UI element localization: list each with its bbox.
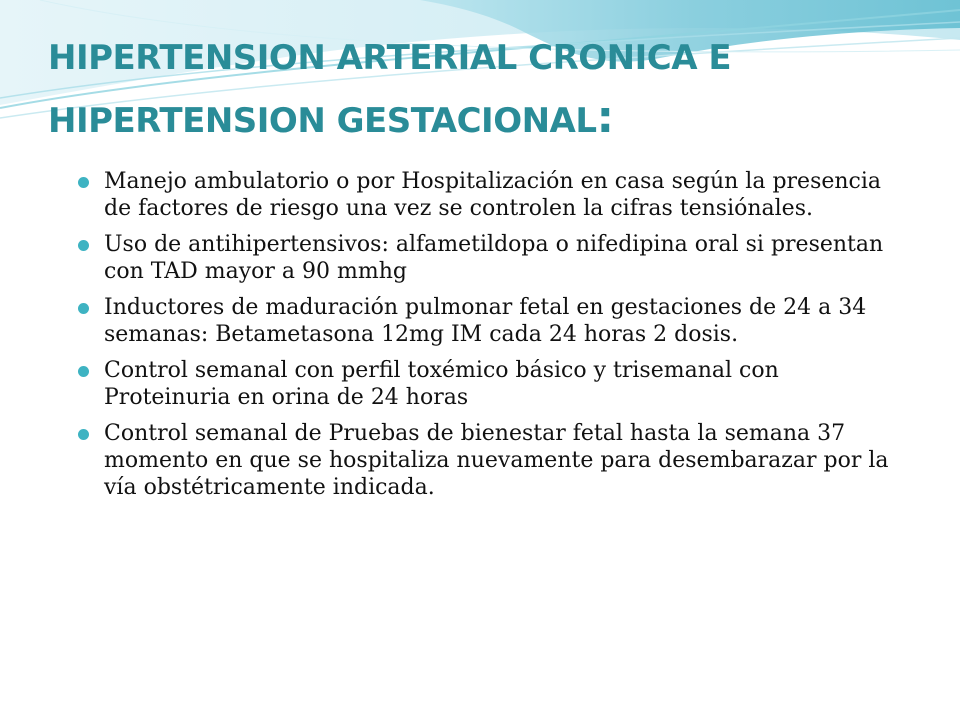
bullet-marker-icon — [78, 366, 89, 377]
bullet-text: Inductores de maduración pulmonar fetal en gestaciones de 24 a 34 semanas: Betametasona 12mg IM cada 24 horas 2 dosis. — [104, 295, 867, 347]
bullet-item — [78, 168, 908, 222]
bullet-item — [78, 420, 908, 501]
bullet-text: Control semanal de Pruebas de bienestar fetal hasta la semana 37 momento en que se hospitaliza nuevamente para desembarazar por la vía obstétricamente indicada. — [104, 421, 889, 500]
bullet-text: Control semanal con perfil toxémico básico y trisemanal con Proteinuria en orina de 24 horas — [104, 358, 779, 410]
bullet-text: Manejo ambulatorio o por Hospitalización en casa según la presencia de factores de riesgo una vez se controlen la cifras tensiónales. — [104, 169, 882, 221]
bullet-item — [78, 357, 908, 411]
bullet-text: Uso de antihipertensivos: alfametildopa o nifedipina oral si presentan con TAD mayor a 90 mmhg — [104, 232, 884, 284]
bullet-list — [78, 168, 908, 510]
bullet-marker-icon — [78, 429, 89, 440]
slide-title-text: HIPERTENSION ARTERIAL CRONICA E HIPERTENSION GESTACIONAL — [48, 38, 732, 141]
bullet-marker-icon — [78, 177, 89, 188]
bullet-marker-icon — [78, 240, 89, 251]
slide-title-colon: : — [596, 92, 614, 143]
bullet-marker-icon — [78, 303, 89, 314]
slide-title — [48, 28, 928, 151]
bullet-item — [78, 294, 908, 348]
bullet-item — [78, 231, 908, 285]
